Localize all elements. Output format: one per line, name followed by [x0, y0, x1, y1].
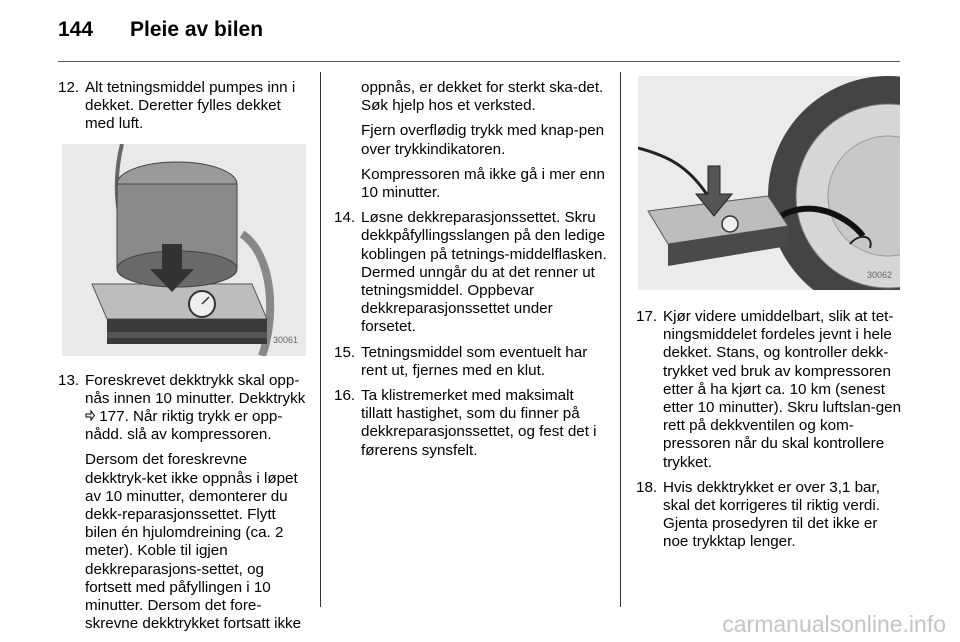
figure-code: 30061 [272, 335, 298, 346]
step-number: 16. [334, 387, 356, 405]
step-text: Løsne dekkreparasjonssettet. Skru dekkpåfyllingsslangen på den ledige koblingen på tetnings-middelflasken. Dermed unngår du at det renner ut tetningsmiddel. Oppbevar dekkreparasjonssettet under forsetet. [361, 209, 607, 336]
paragraph-max-duration: Kompressoren må ikke gå i mer enn 10 minutter. [361, 165, 605, 202]
arrow-reference-icon [85, 408, 95, 426]
column-1 [58, 79, 308, 640]
step-text: Ta klistremerket med maksimalt tillatt hastighet, som du finner på dekkreparasjonssettet, og fest det i førerens synsfelt. [361, 387, 597, 459]
step-text-continued: 177. Når riktig trykk er opp-nådd. slå av kompressoren. [85, 408, 283, 444]
step-number: 14. [334, 209, 356, 227]
figure-compressor-valve [638, 76, 900, 290]
header-rule [58, 61, 900, 62]
column-divider-2 [620, 72, 621, 607]
step-number: 15. [334, 343, 356, 361]
step-text: Alt tetningsmiddel pumpes inn i dekket. Deretter fylles dekket med luft. [85, 79, 296, 133]
step-17 [636, 308, 902, 472]
step-text: Kjør videre umiddelbart, slik at tet-ningsmiddelet fordeles jevnt i hele dekket. Stans, og kontroller dekk-trykket ved bruk av kompressoren etter å ha kjørt ca. 10 km (senest etter 10 minutter). Skru luftslan-gen rett på dekkventilen og kom-pressoren når du skal kontrollere trykket. [663, 308, 902, 471]
paragraph-release-pressure: Fjern overflødig trykk med knap-pen over trykkindikatoren. [361, 122, 605, 158]
paragraph-damaged-tyre: oppnås, er dekket for sterkt ska-det. Søk hjelp hos et verksted. [361, 79, 604, 115]
step-text: Foreskrevet dekktrykk skal opp-nås innen 10 minutter. Dekktrykk [85, 371, 306, 407]
step-16 [334, 387, 609, 460]
step-18 [636, 479, 902, 552]
figure-code: 30062 [866, 269, 892, 280]
step-text: Tetningsmiddel som eventuelt har rent ut, fjernes med en klut. [361, 343, 588, 379]
step-15 [334, 344, 609, 380]
step-13-paragraph: Dersom det foreskrevne dekktryk-ket ikke oppnås i løpet av 10 minutter, demonterer du dekk-reparasjonssettet. Flytt bilen én hjulomdreining (ca. 2 meter). Koble til igjen dekkreparasjons-settet, og fortsett med påfyllingen i 10 minutter. Dersom det fore-skrevne dekktrykket fortsatt ikke [85, 451, 302, 633]
figure-compressor-pumping [62, 144, 306, 356]
step-number: 12. [58, 79, 80, 96]
step-text: Hvis dekktrykket er over 3,1 bar, skal det korrigeres til riktig verdi. Gjenta prosedyren til det ikke er noe trykktap lenger. [663, 478, 880, 551]
compressor-illustration [62, 144, 306, 356]
step-12 [58, 79, 308, 134]
step-number: 18. [636, 478, 658, 496]
column-3 [636, 76, 902, 559]
step-number: 13. [58, 371, 80, 389]
tyre-compressor-illustration [638, 76, 900, 290]
page-number: 144 [58, 18, 94, 41]
column-divider-1 [320, 72, 321, 607]
step-number: 17. [636, 308, 658, 325]
chapter-title: Pleie av bilen [130, 18, 264, 41]
step-13 [58, 372, 308, 445]
step-14 [334, 209, 609, 336]
page-header [58, 18, 900, 62]
watermark: carmanualsonline.info [722, 611, 946, 637]
column-2 [334, 79, 609, 467]
